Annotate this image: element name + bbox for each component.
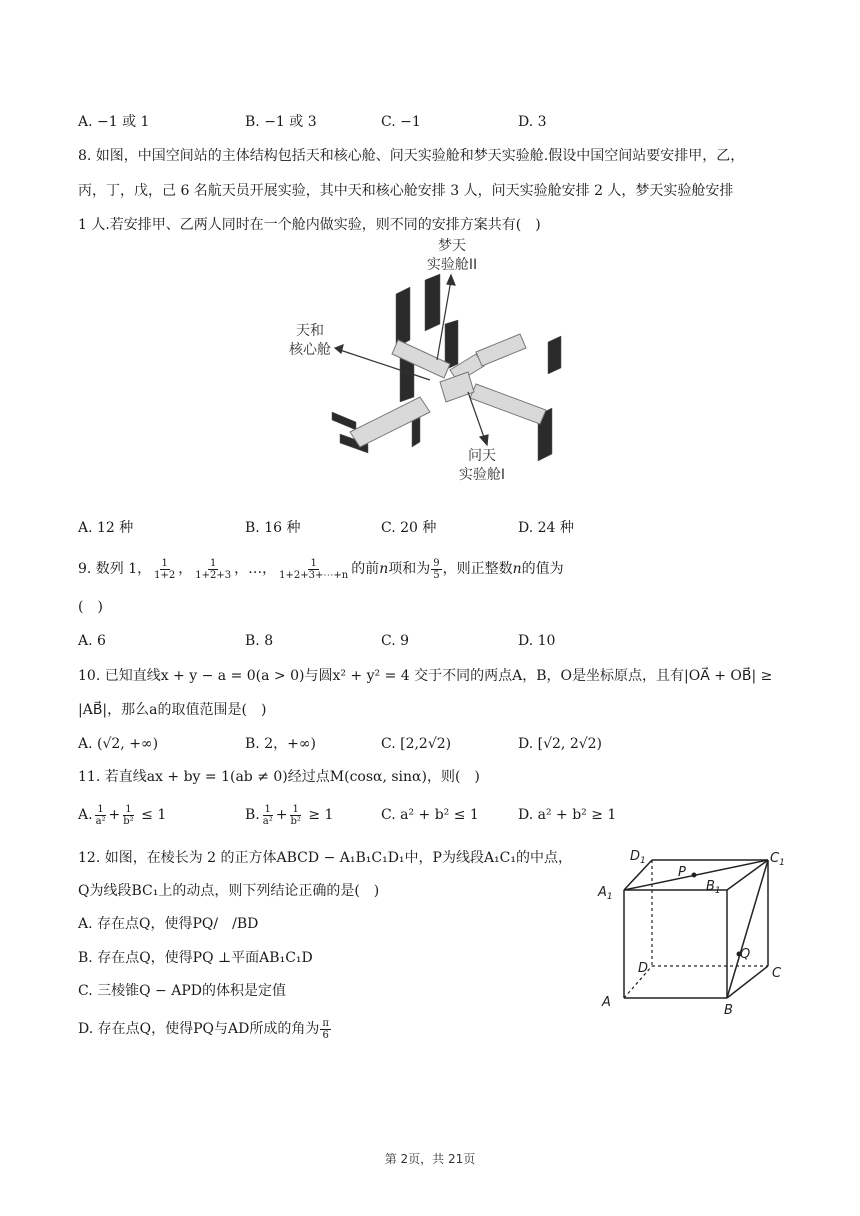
space-station-figure (280, 232, 580, 492)
label-mengtian-2: 实验舱II (426, 257, 478, 273)
label-q: Q (740, 947, 751, 962)
point-p (692, 873, 697, 878)
q11-text: 11. 若直线ax + by = 1(ab ≠ 0)经过点M(cosα, sinα)，则( ) (78, 769, 480, 785)
q8-text-line1: 8. 如图，中国空间站的主体结构包括天和核心舱、问天实验舱和梦天实验舱.假设中国空间站要安排甲，乙， (78, 148, 745, 164)
q12-text-line2: Q为线段BC₁上的动点，则下列结论正确的是( ) (78, 883, 380, 899)
label-wentian-2: 实验舱I (458, 467, 506, 483)
q7-option-b: B. −1 或 3 (245, 114, 317, 130)
label-mengtian-1: 梦天 (438, 238, 466, 254)
label-a: A (602, 995, 611, 1010)
label-b: B (724, 1003, 733, 1018)
q9-text: 9. 数列 1， $\frac{1}{1+2}$ ， $\frac{1}{1+2+3}$ ，…， $\frac{1}{1+2+3+\cdots+n}$ 的前n项和为 $\frac{9}{5}$ ，则正整数n的值为 (78, 557, 564, 581)
q12-text-line1: 12. 如图，在棱长为 2 的正方体ABCD − A₁B₁C₁D₁中，P为线段A₁C₁的中点， (78, 850, 572, 866)
q11-option-b: B. $\frac{1}{\text{a²}}$ + $\frac{1}{\text{b²}}$ ≥ 1 (245, 803, 334, 827)
q8-option-a: A. 12 种 (78, 520, 134, 536)
q10-option-d: D. [√2, 2√2) (518, 736, 603, 752)
q9-option-a: A. 6 (78, 633, 106, 649)
q12-option-c: C. 三棱锥Q − APD的体积是定值 (78, 983, 286, 999)
q9-fraction-2: $\frac{1}{1+2+3}$ (195, 557, 232, 581)
q10-text-line1: 10. 已知直线x + y − a = 0(a > 0)与圆x² + y² = 4 交于不同的两点A，B，O是坐标原点，且有|OA⃗ + OB⃗| ≥ (78, 668, 773, 684)
q10-text-line2: |AB⃗|，那么a的取值范围是( ) (78, 702, 267, 718)
cube-figure (590, 840, 790, 1020)
q10-option-a: A. (√2, +∞) (78, 736, 159, 752)
q9-option-c: C. 9 (381, 633, 410, 649)
page-footer: 第 2页，共 21页 (384, 1152, 476, 1166)
label-c: C (772, 966, 782, 981)
q11-option-c: C. a² + b² ≤ 1 (381, 807, 479, 823)
q9-option-d: D. 10 (518, 633, 556, 649)
q8-option-b: B. 16 种 (245, 520, 301, 536)
q12-option-b: B. 存在点Q，使得PQ ⊥平面AB₁C₁D (78, 950, 313, 966)
q7-option-a: A. −1 或 1 (78, 114, 150, 130)
q9-option-b: B. 8 (245, 633, 274, 649)
q11-option-d: D. a² + b² ≥ 1 (518, 807, 617, 823)
q8-text-line3: 1 人.若安排甲、乙两人同时在一个舱内做实验，则不同的安排方案共有( ) (78, 217, 541, 233)
q8-option-c: C. 20 种 (381, 520, 437, 536)
q9-fraction-sum: $\frac{9}{5}$ (433, 557, 440, 581)
q12-option-d: D. 存在点Q，使得PQ与AD所成的角为 $\frac{\pi}{6}$ (78, 1017, 329, 1041)
label-c1: $C_1$ (770, 851, 785, 868)
q7-option-c: C. −1 (381, 114, 421, 130)
q11-option-a: A. $\frac{1}{\text{a²}}$ + $\frac{1}{\text{b²}}$ ≤ 1 (78, 803, 167, 827)
q12-option-a: A. 存在点Q，使得PQ/ /BD (78, 916, 259, 932)
label-tianhe-2: 核心舱 (289, 342, 331, 358)
label-d1: $D_1$ (630, 849, 646, 866)
q10-option-b: B. 2，+∞) (245, 736, 316, 752)
label-b1: $B_1$ (706, 879, 721, 896)
q8-text-line2: 丙，丁，戊，己 6 名航天员开展实验，其中天和核心舱安排 3 人，问天实验舱安排 2 人，梦天实验舱安排 (78, 183, 734, 199)
q10-option-c: C. [2,2√2) (381, 736, 452, 752)
label-d: D (638, 961, 649, 976)
q7-option-d: D. 3 (518, 114, 547, 130)
label-wentian-1: 问天 (468, 448, 496, 464)
q9-fraction-3: $\frac{1}{1+2+3+\cdots+n}$ (279, 557, 349, 581)
label-tianhe-1: 天和 (296, 323, 324, 339)
q9-paren: ( ) (78, 599, 103, 615)
label-a1: $A_1$ (598, 885, 613, 902)
q8-option-d: D. 24 种 (518, 520, 574, 536)
label-p: P (678, 865, 686, 880)
q9-fraction-1: $\frac{1}{1+2}$ (154, 557, 176, 581)
